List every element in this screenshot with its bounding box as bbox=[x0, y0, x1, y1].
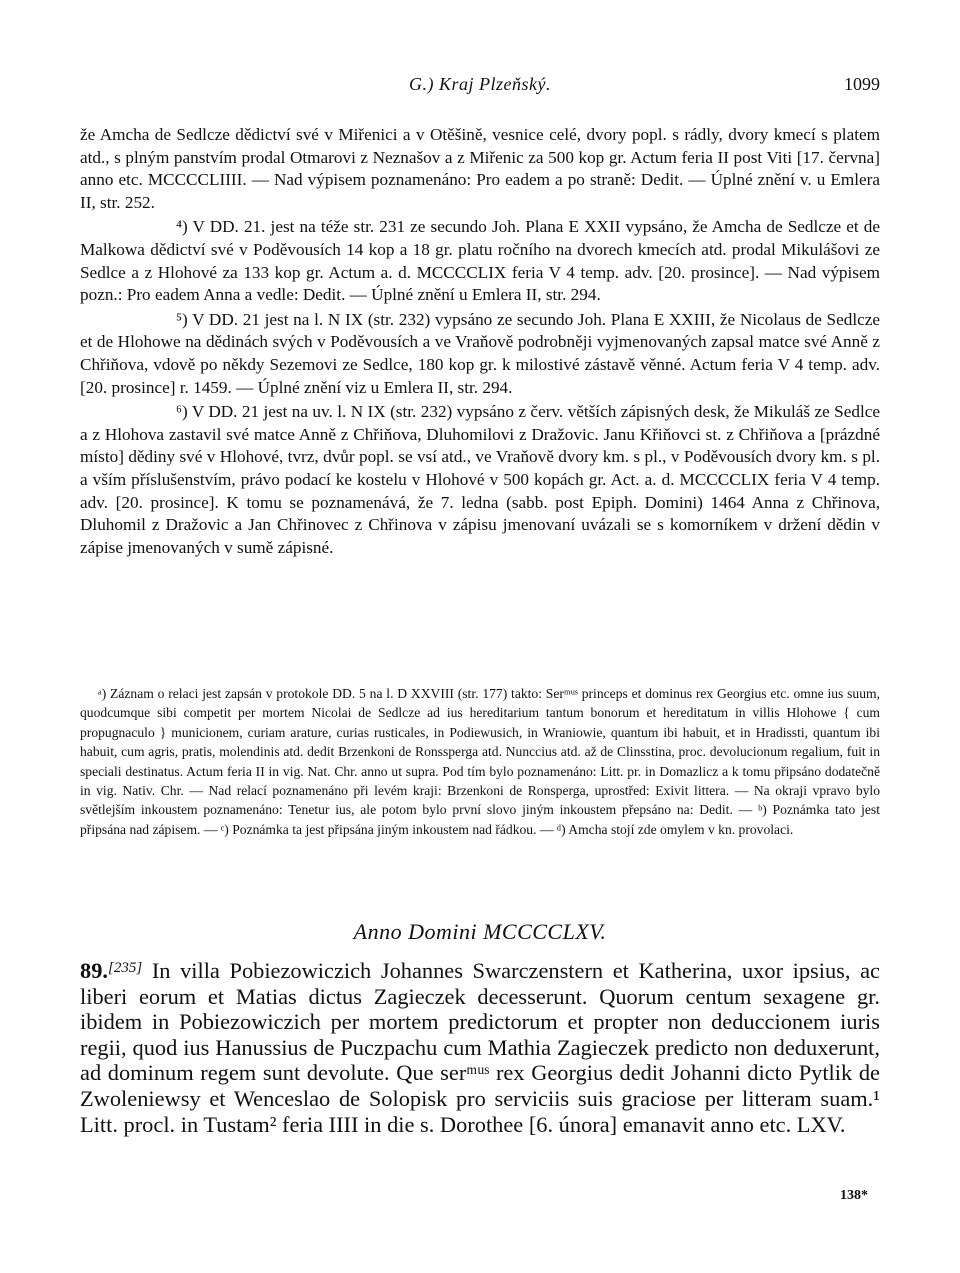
note-5: ⁵) V DD. 21 jest na l. N IX (str. 232) vypsáno ze secundo Joh. Plana E XXIII, že Nicolaus de Sedlcze et de Hlohowe na dědinách svých v Poděvousích a ve Vraňově podrobněji vyjmenovaných zapsal matce své Anně z Chřiňova, vdově po někdy Sezemovi ze Sedlce, 180 kop gr. k milostivé zástavě věnné. Actum feria V 4 temp. adv. [20. prosince] r. 1459. — Úplné znění viz u Emlera II, str. 294. bbox=[80, 309, 880, 397]
note-6: ⁶) V DD. 21 jest na uv. l. N IX (str. 232) vypsáno z červ. větších zápisných desk, že Mikuláš ze Sedlce a z Hlohova zastavil své matce Anně z Chřiňova, Dluhomilovi z Dražovic. Janu Křiňovci st. z Chřiňova a [prázdné místo] dědiny své v Hlohové, tvrz, dvůr popl. se vsí atd., ve Vraňově dvory km. s pl., v Poděvousích dvory km. s pl. a vším příslušenstvím, právo podací ke kostelu v Hlohové v 500 kopách gr. Act. a. d. MCCCCLIX feria V 4 temp. adv. [20. prosince]. K tomu se poznamenává, že 7. ledna (sabb. post Epiph. Domini) 1464 Anna z Chřinova, Dluhomil z Dražovic a Jan Chřinovec z Chřinova v zápisu jmenovaní uvázali se s komorníkem v držení dědin v zápise jmenovaných v sumě zápisné. bbox=[80, 402, 880, 557]
apparatus-note-text: ᵃ) Záznam o relaci jest zapsán v protokole DD. 5 na l. D XXVIII (str. 177) takto: Serᵐᵘˢ princeps et dominus rex Georgius etc. omne ius suum, quodcumque sibi competit per mortem Nicolai de Sedlcze ad ius hereditarium tantum bonorum et hereditatum in villis Hlohowe { cum propugnaculo } municionem, curiam arature, curias rusticales, in Podiewusich, in Wraniowie, quantum ibi habuit, et in Hradissti, quantum ibi habuit, cum agris, pratis, molendinis atd. dedit Brzenkoni de Ronssperga atd. Nunccius atd. až de Clinsstina, proc. devolucionum regalium, fuit in speciali destinatus. Actum feria II in vig. Nat. Chr. anno ut supra. Pod tím bylo poznamenáno: Litt. pr. in Domazlicz a k tomu připsáno dodatečně in vig. Nativ. Chr. — Nad relací poznamenáno při levém kraji: Brzenkoni de Ronsperga, uprostřed: Exivit littera. — Na okraji vpravo bylo světlejším inkoustem poznamenáno: Tenetur ius, ale potom bylo první slovo jiným inkoustem přepsáno na: Dedit. — ᵇ) Poznámka tato jest připsána nad zápisem. — ᶜ) Poznámka ta jest připsána jiným inkoustem nad řádkou. — ᵈ) Amcha stojí zde omylem v kn. provolaci. bbox=[80, 686, 880, 837]
entry-paragraph bbox=[80, 956, 880, 1137]
main-entry bbox=[80, 956, 880, 1137]
apparatus-note bbox=[80, 684, 880, 839]
note-continuation: že Amcha de Sedlcze dědictví své v Miřenici a v Otěšině, vesnice celé, dvory popl. s rádly, dvory kmecí s platem atd., s plným panstvím prodal Otmarovi z Neznašov a z Miřenic za 500 kop gr. Actum feria II post Viti [17. června] anno etc. MCCCCLIIII. — Nad výpisem poznamenáno: Pro eadem a po straně: Dedit. — Úplné znění v. u Emlera II, str. 252. bbox=[80, 125, 880, 212]
entry-number: 89. bbox=[80, 958, 108, 983]
footnotes-continued bbox=[80, 124, 880, 561]
page-number: 1099 bbox=[844, 74, 880, 94]
running-header bbox=[80, 74, 880, 102]
entry-margin-ref: [235] bbox=[108, 960, 143, 976]
running-title: G.) Kraj Plzeňský. bbox=[409, 74, 551, 94]
section-heading: Anno Domini MCCCCLXV. bbox=[353, 919, 607, 944]
entry-text: In villa Pobiezowiczich Johannes Swarczenstern et Katherina, uxor ipsius, ac liberi eorum et Matias dictus Zagieczek decesserunt. Quorum centum sexagene gr. ibidem in Pobiezowiczich per mortem predictorum et propter non deduccionem iuris regii, quod ius Hanussius de Puczpachu cum Mathia Zagieczek predicto non deduxerunt, ad dominum regem sunt devolute. Que serᵐᵘˢ rex Georgius dedit Johanni dicto Pytlik de Zwoleniewsy et Wenceslao de Solopisk pro serviciis suis graciose per litteram suam.¹ Litt. procl. in Tustam² feria IIII in die s. Dorothee [6. února] emanavit anno etc. LXV. bbox=[80, 958, 880, 1137]
signature-mark: 138* bbox=[840, 1188, 868, 1203]
note-4: ⁴) V DD. 21. jest na téže str. 231 ze secundo Joh. Plana E XXII vypsáno, že Amcha de Sedlcze et de Malkowa dědictví své v Poděvousích 14 kop a 18 gr. platu ročního na dvorech kmecích atd. prodal Mikulášovi ze Sedlce a z Hlohové za 133 kop gr. Actum a. d. MCCCCLIX feria V 4 temp. adv. [20. prosince]. — Nad výpisem pozn.: Pro eadem Anna a vedle: Dedit. — Úplné znění u Emlera II, str. 294. bbox=[80, 217, 880, 305]
